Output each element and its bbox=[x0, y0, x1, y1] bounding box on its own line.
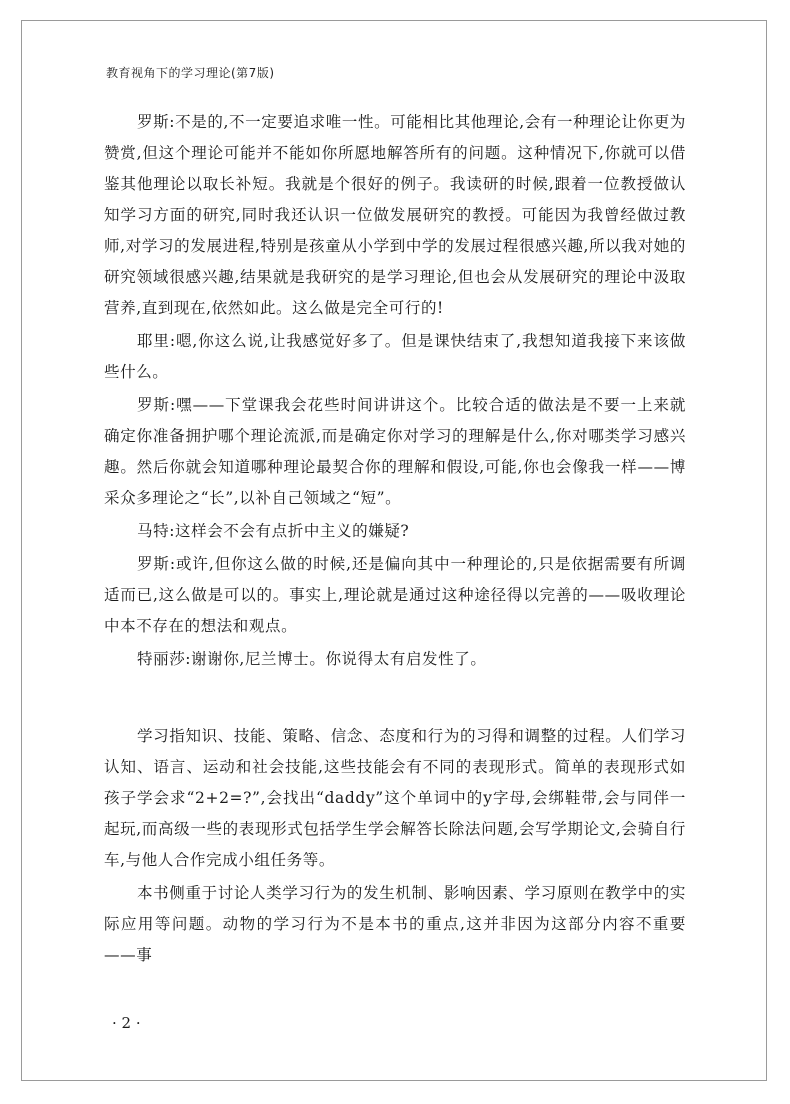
dialogue-paragraph: 特丽莎:谢谢你,尼兰博士。你说得太有启发性了。 bbox=[137, 650, 487, 668]
dialogue-paragraph: 马特:这样会不会有点折中主义的嫌疑? bbox=[137, 522, 410, 540]
page-number: · 2 · bbox=[112, 1014, 141, 1032]
dialogue-paragraph: 罗斯:不是的,不一定要追求唯一性。可能相比其他理论,会有一种理论让你更为赞赏,但这个理论可能并不能如你所愿地解答所有的问题。这种情况下,你就可以借鉴其他理论以取长补短。我就是个很好的例子。我读研的时候,跟着一位教授做认知学习方面的研究,同时我还认识一位做发展研究的教授。可能因为我曾经做过教师,对学习的发展进程,特别是孩童从小学到中学的发展过程很感兴趣,所以我对她的研究领域很感兴趣,结果就是我研究的是学习理论,但也会从发展研究的理论中汲取营养,直到现在,依然如此。这么做是完全可行的! bbox=[104, 113, 686, 317]
dialogue-paragraph: 罗斯:或许,但你这么做的时候,还是偏向其中一种理论的,只是依据需要有所调适而已,这么做是可以的。事实上,理论就是通过这种途径得以完善的——吸收理论中本不存在的想法和观点。 bbox=[104, 555, 686, 635]
dialogue-paragraph: 耶里:嗯,你这么说,让我感觉好多了。但是课快结束了,我想知道我接下来该做些什么。 bbox=[104, 332, 686, 381]
page-content bbox=[104, 107, 686, 971]
body-paragraph: 本书侧重于讨论人类学习行为的发生机制、影响因素、学习原则在教学中的实际应用等问题。动物的学习行为不是本书的重点,这并非因为这部分内容不重要——事 bbox=[104, 884, 686, 964]
section-divider-space bbox=[104, 675, 686, 721]
dialogue-paragraph: 罗斯:嘿——下堂课我会花些时间讲讲这个。比较合适的做法是不要一上来就确定你准备拥护哪个理论流派,而是确定你对学习的理解是什么,你对哪类学习感兴趣。然后你就会知道哪种理论最契合你的理解和假设,可能,你也会像我一样——博采众多理论之“长”,以补自己领域之“短”。 bbox=[104, 396, 686, 507]
body-paragraph: 学习指知识、技能、策略、信念、态度和行为的习得和调整的过程。人们学习认知、语言、运动和社会技能,这些技能会有不同的表现形式。简单的表现形式如孩子学会求“2+2=?”,会找出“daddy”这个单词中的y字母,会绑鞋带,会与同伴一起玩,而高级一些的表现形式包括学生学会解答长除法问题,会写学期论文,会骑自行车,与他人合作完成小组任务等。 bbox=[104, 727, 686, 869]
running-header: 教育视角下的学习理论(第7版) bbox=[106, 66, 275, 80]
